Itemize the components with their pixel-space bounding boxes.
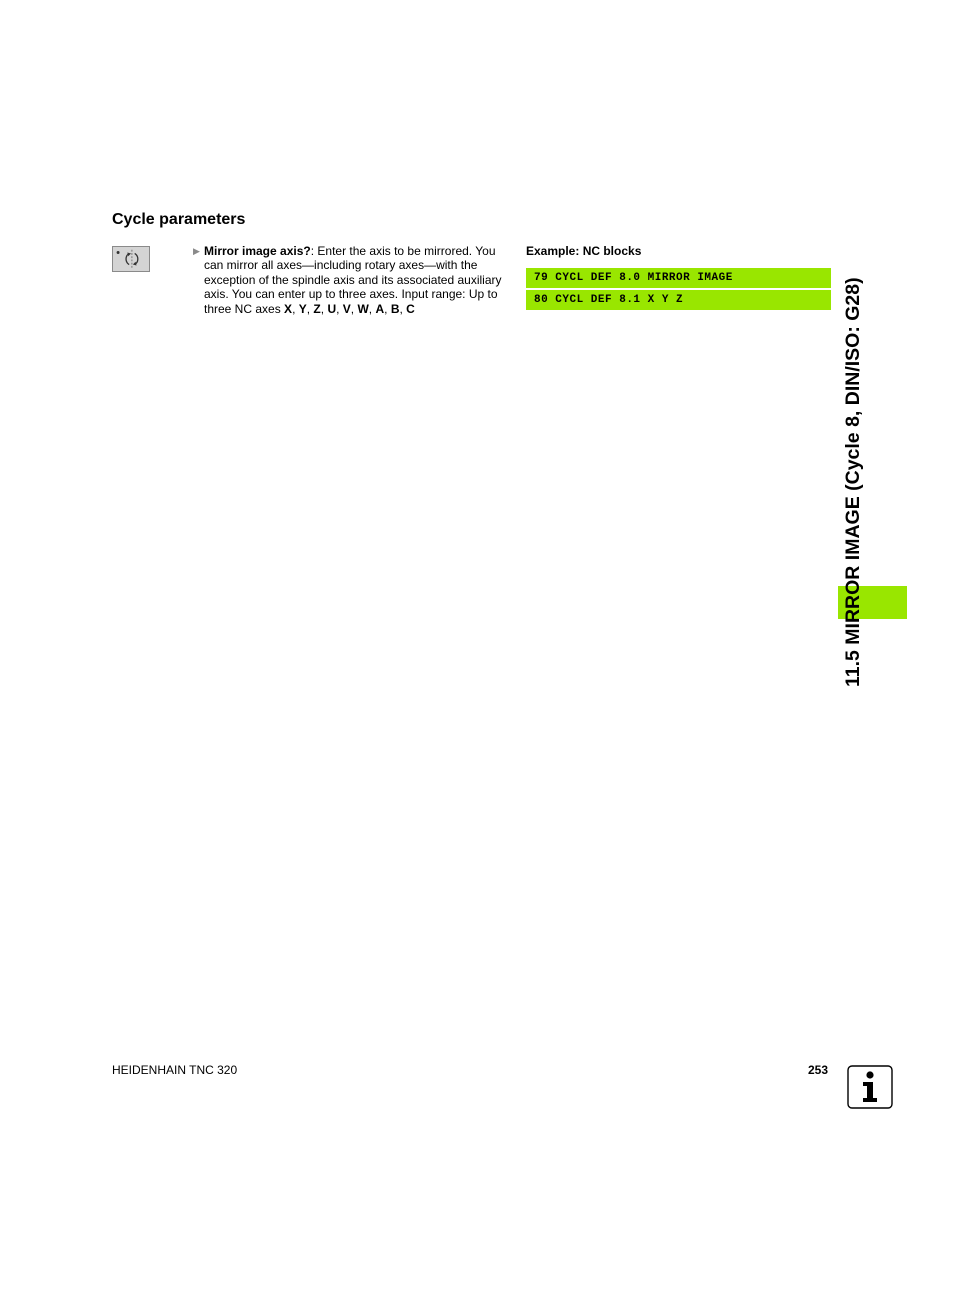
info-icon: [847, 1065, 893, 1109]
parameter-text: : Enter the axis to be mirrored. You can mirror all axes—including rotary axes—with the exception of the spindle axis and its associated auxiliary axis. You can enter up to three axes. Input range: Up to three NC axes: [204, 244, 502, 316]
axis-z: Z: [313, 301, 321, 316]
axis-u: U: [327, 301, 337, 316]
axis-a: A: [375, 301, 385, 316]
nc-block: 79 CYCL DEF 8.0 MIRROR IMAGE: [526, 268, 831, 288]
axis-y: Y: [298, 301, 307, 316]
axis-b: B: [390, 301, 400, 316]
axis-v: V: [342, 301, 351, 316]
nc-block: 80 CYCL DEF 8.1 X Y Z: [526, 290, 831, 310]
parameter-description: ▶ Mirror image axis?: Enter the axis to be mirrored. You can mirror all axes—including rotary axes—with the exception of the spindle axis and its associated auxiliary axis. You can enter up to three axes. Input range: Up to three NC axes X, Y, Z, U, V, W, A, B, C: [193, 244, 502, 316]
axis-w: W: [357, 301, 369, 316]
mirror-image-softkey-icon: [112, 246, 150, 272]
parameter-name: Mirror image axis?: [204, 244, 311, 258]
page-number: 253: [808, 1063, 829, 1077]
axis-x: X: [284, 301, 293, 316]
axis-c: C: [406, 301, 415, 316]
chapter-side-title: 11.5 MIRROR IMAGE (Cycle 8, DIN/ISO: G28): [842, 277, 864, 687]
example-title: Example: NC blocks: [526, 244, 642, 258]
section-title: Cycle parameters: [112, 211, 246, 228]
footer-product: HEIDENHAIN TNC 320: [112, 1063, 238, 1077]
triangle-bullet-icon: ▶: [193, 246, 200, 256]
